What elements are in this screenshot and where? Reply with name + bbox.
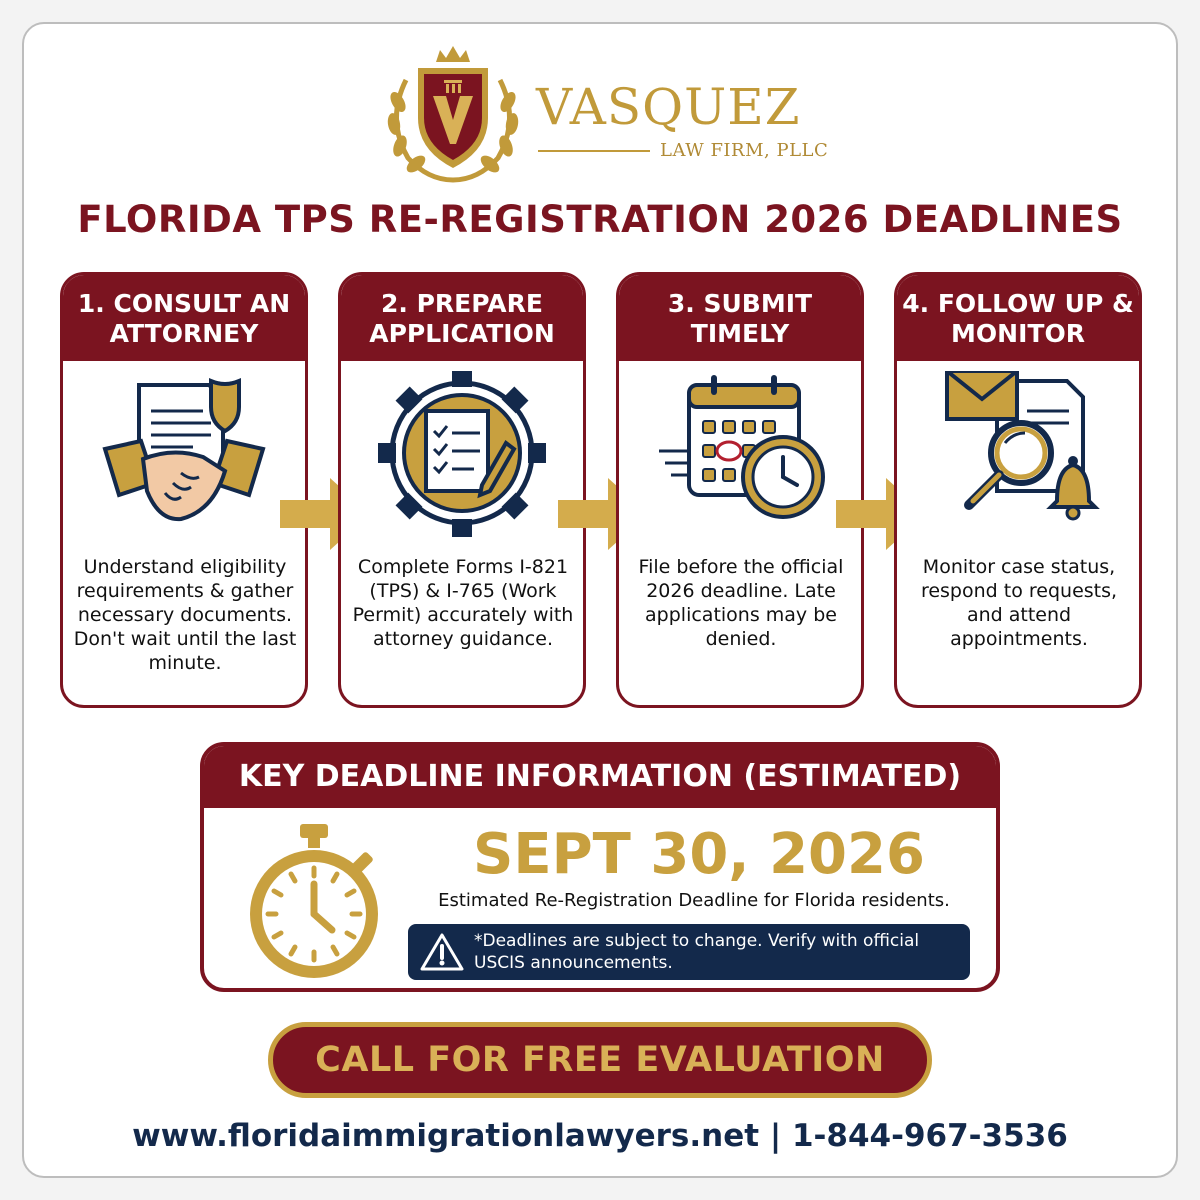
- key-deadline-heading: KEY DEADLINE INFORMATION (ESTIMATED): [204, 746, 996, 808]
- contact-info[interactable]: www.floridaimmigrationlawyers.net | 1-844-967-3536: [132, 1118, 1068, 1154]
- disclaimer-note: [408, 924, 970, 980]
- step-card-submit: [616, 272, 864, 708]
- handshake-document-shield-icon: [63, 371, 305, 541]
- step-card-consult: [60, 272, 308, 708]
- deadline-description: Estimated Re-Registration Deadline for Florida residents.: [438, 890, 950, 911]
- step-description: Understand eligibility requirements & gather necessary documents. Don't wait until the last minute.: [73, 556, 297, 674]
- step-heading: 3. SUBMIT TIMELY: [619, 275, 861, 361]
- key-deadline-box: [200, 742, 1000, 992]
- gear-checklist-pen-icon: [341, 371, 583, 541]
- deadline-date: SEPT 30, 2026: [473, 822, 925, 887]
- step-card-follow-up: [894, 272, 1142, 708]
- calendar-clock-icon: [619, 371, 861, 541]
- step-description: File before the official 2026 deadline. Late applications may be denied.: [638, 556, 844, 650]
- step-card-prepare: [338, 272, 586, 708]
- step-heading: 1. CONSULT AN ATTORNEY: [63, 275, 305, 361]
- step-heading: 2. PREPARE APPLICATION: [341, 275, 583, 361]
- warning-icon: [420, 932, 464, 972]
- step-description: Monitor case status, respond to requests, and attend appointments.: [920, 556, 1118, 650]
- disclaimer-text: *Deadlines are subject to change. Verify with official USCIS announcements.: [474, 931, 920, 973]
- stopwatch-icon: [244, 822, 384, 982]
- laurel-shield-emblem: [378, 40, 528, 190]
- step-description: Complete Forms I-821 (TPS) & I-765 (Work Permit) accurately with attorney guidance.: [352, 556, 574, 650]
- firm-subtitle: LAW FIRM, PLLC: [660, 140, 829, 161]
- page-title: FLORIDA TPS RE-REGISTRATION 2026 DEADLINES: [77, 198, 1123, 241]
- firm-logo: [378, 40, 838, 190]
- step-heading: 4. FOLLOW UP & MONITOR: [897, 275, 1139, 361]
- envelope-magnifier-bell-icon: [897, 371, 1139, 541]
- firm-name: VASQUEZ: [536, 78, 801, 136]
- logo-divider: [538, 150, 650, 152]
- call-for-evaluation-button[interactable]: CALL FOR FREE EVALUATION: [268, 1022, 932, 1098]
